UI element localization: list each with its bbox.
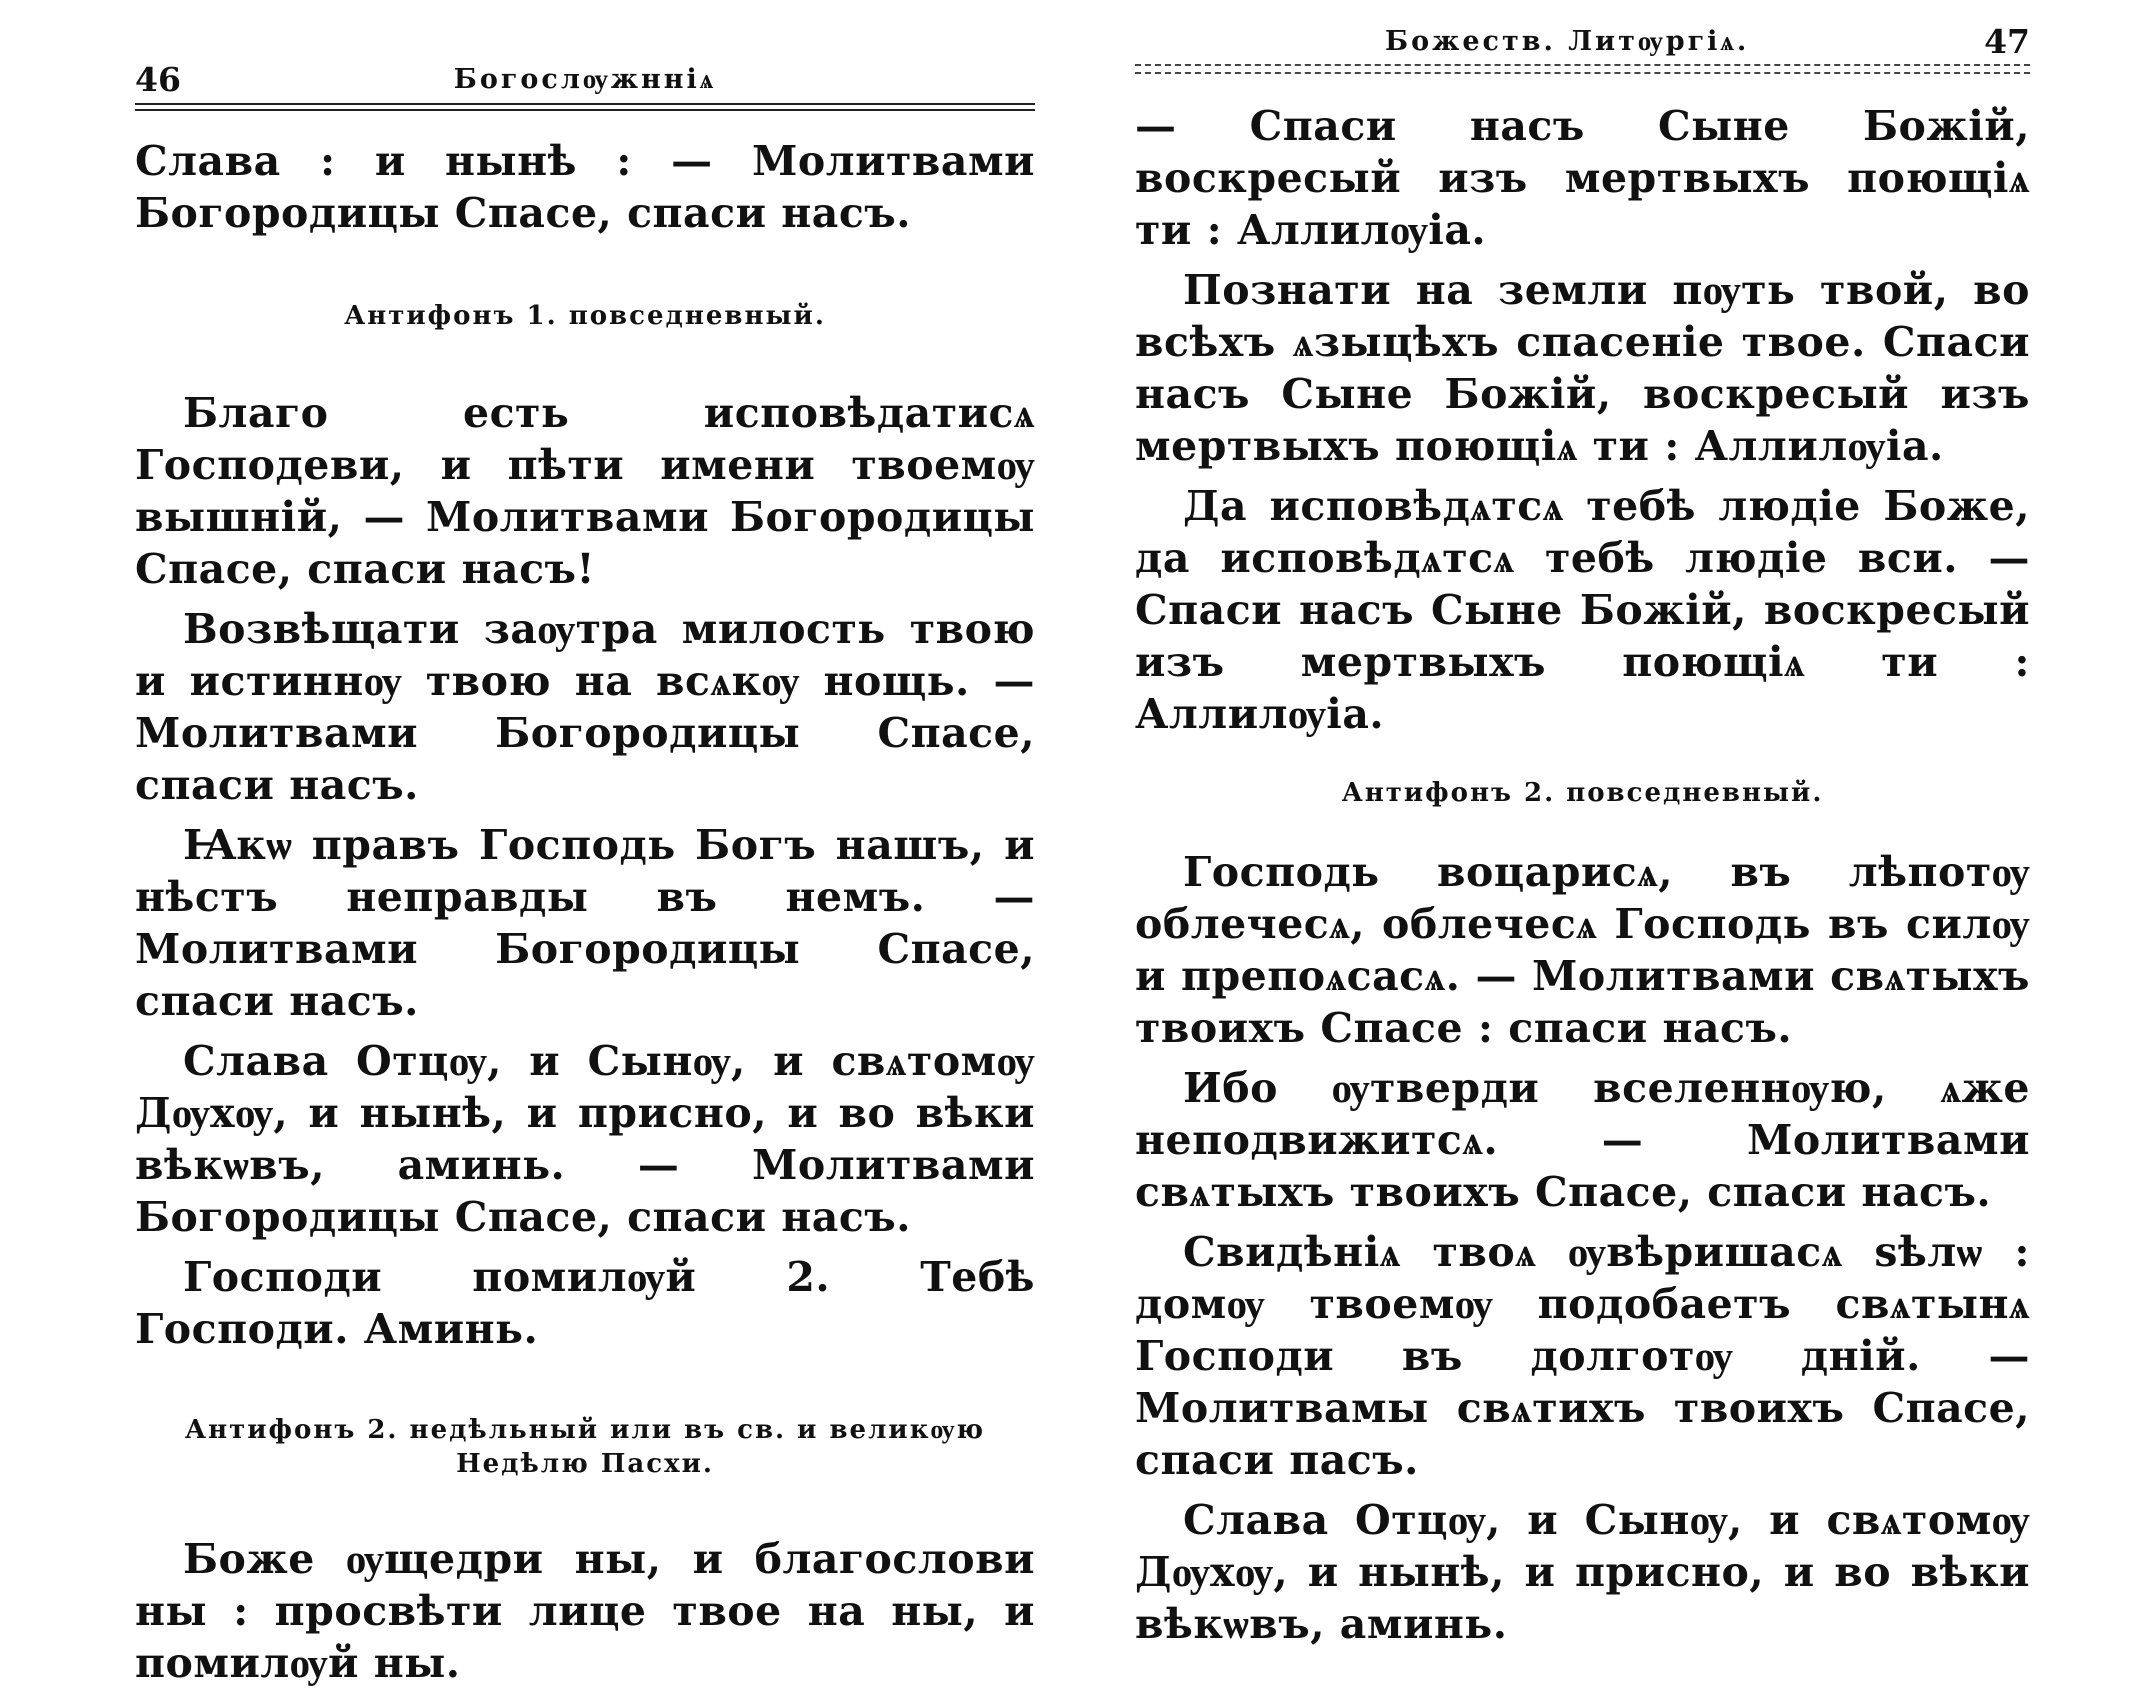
paragraph: Господь воцарисѧ, въ лѣпотѹ облечесѧ, облечесѧ Господь въ силѹ и препоѧсасѧ. — Молитвами свѧтыхъ твоихъ Спасе : спаси насъ.: [1135, 848, 2030, 1052]
paragraph: Боже ѹщедри ны, и благослови ны : просвѣти лице твое на ны, и помилѹй ны.: [135, 1535, 1035, 1687]
antiphon-heading-line: Недѣлю Пасхи.: [456, 1449, 714, 1479]
paragraph: Ꙗкѡ правъ Господь Богъ нашъ, и нѣстъ неправды въ немъ. — Молитвами Богородицы Спасе, спаси насъ.: [135, 821, 1035, 1025]
header-rule-inner: [1135, 72, 2030, 74]
antiphon-heading-line: Антифонъ 2. недѣльный или въ св. и великѹю: [184, 1415, 986, 1445]
left-page-body: [135, 135, 1035, 1697]
running-title: Божеств. Литѹргіѧ.: [1385, 26, 1750, 57]
header-rule: [135, 103, 1035, 105]
antiphon-heading: Антифонъ 2. повседневный.: [1341, 778, 1824, 808]
antiphon-heading: Антифонъ 1. повседневный.: [344, 301, 826, 331]
antiphon-heading: [135, 1413, 1035, 1481]
paragraph: Познати на земли пѹть твой, во всѣхъ ѧзыцѣхъ спасеніе твое. Спаси насъ Сыне Божій, воскресый изъ мертвыхъ поющіѧ ти : Аллилѹіа.: [1135, 266, 2030, 470]
page-number: 46: [135, 60, 181, 99]
right-page: [1135, 0, 2030, 1648]
paragraph: — Спаси насъ Сыне Божій, воскресый изъ мертвыхъ поющіѧ ти : Аллилѹіа.: [1135, 102, 2030, 254]
running-title: Богослѹжнніѧ: [453, 64, 717, 95]
paragraph: Да исповѣдѧтсѧ тебѣ людіе Боже, да исповѣдѧтсѧ тебѣ людіе вси. — Спаси насъ Сыне Божій, воскресый изъ мертвыхъ поющіѧ ти : Аллилѹіа.: [1135, 482, 2030, 738]
right-page-header: [1135, 22, 2030, 62]
left-page: [135, 0, 1035, 1687]
header-rule: [1135, 64, 2030, 66]
paragraph: Слава Отцѹ, и Сынѹ, и свѧтомѹ Дѹхѹ, и нынѣ, и присно, и во вѣки вѣкѡвъ, аминь. — Молитвами Богородицы Спасе, спаси насъ.: [135, 1037, 1035, 1241]
paragraph: Возвѣщати заѹтра милость твою и истиннѹ твою на всѧкѹ нощь. — Молитвами Богородицы Спасе, спаси насъ.: [135, 605, 1035, 809]
paragraph: Слава Отцѹ, и Сынѹ, и свѧтомѹ Дѹхѹ, и нынѣ, и присно, и во вѣки вѣкѡвъ, аминь.: [1135, 1496, 2030, 1648]
paragraph: Благо есть исповѣдатисѧ Господеви, и пѣти имени твоемѹ вышній, — Молитвами Богородицы Спасе, спаси насъ!: [135, 389, 1035, 593]
left-page-header: [135, 60, 1035, 100]
header-rule-inner: [135, 109, 1035, 111]
paragraph: Ибо ѹтверди вселеннѹю, ѧже неподвижитсѧ. — Молитвами свѧтыхъ твоихъ Спасе, спаси насъ.: [1135, 1064, 2030, 1216]
paragraph: Слава : и нынѣ : — Молитвами Богородицы Спасе, спаси насъ.: [135, 137, 1035, 237]
paragraph: Господи помилѹй 2. Тебѣ Господи. Аминь.: [135, 1253, 1035, 1353]
paragraph: Свидѣніѧ твоѧ ѹвѣришасѧ ѕѣлѡ : домѹ твоемѹ подобаетъ свѧтынѧ Господи въ долготѹ дній. — Молитвамы свѧтихъ твоихъ Спасе, спаси пасъ.: [1135, 1228, 2030, 1484]
right-page-body: [1135, 100, 2030, 1658]
page-number: 47: [1984, 22, 2030, 61]
